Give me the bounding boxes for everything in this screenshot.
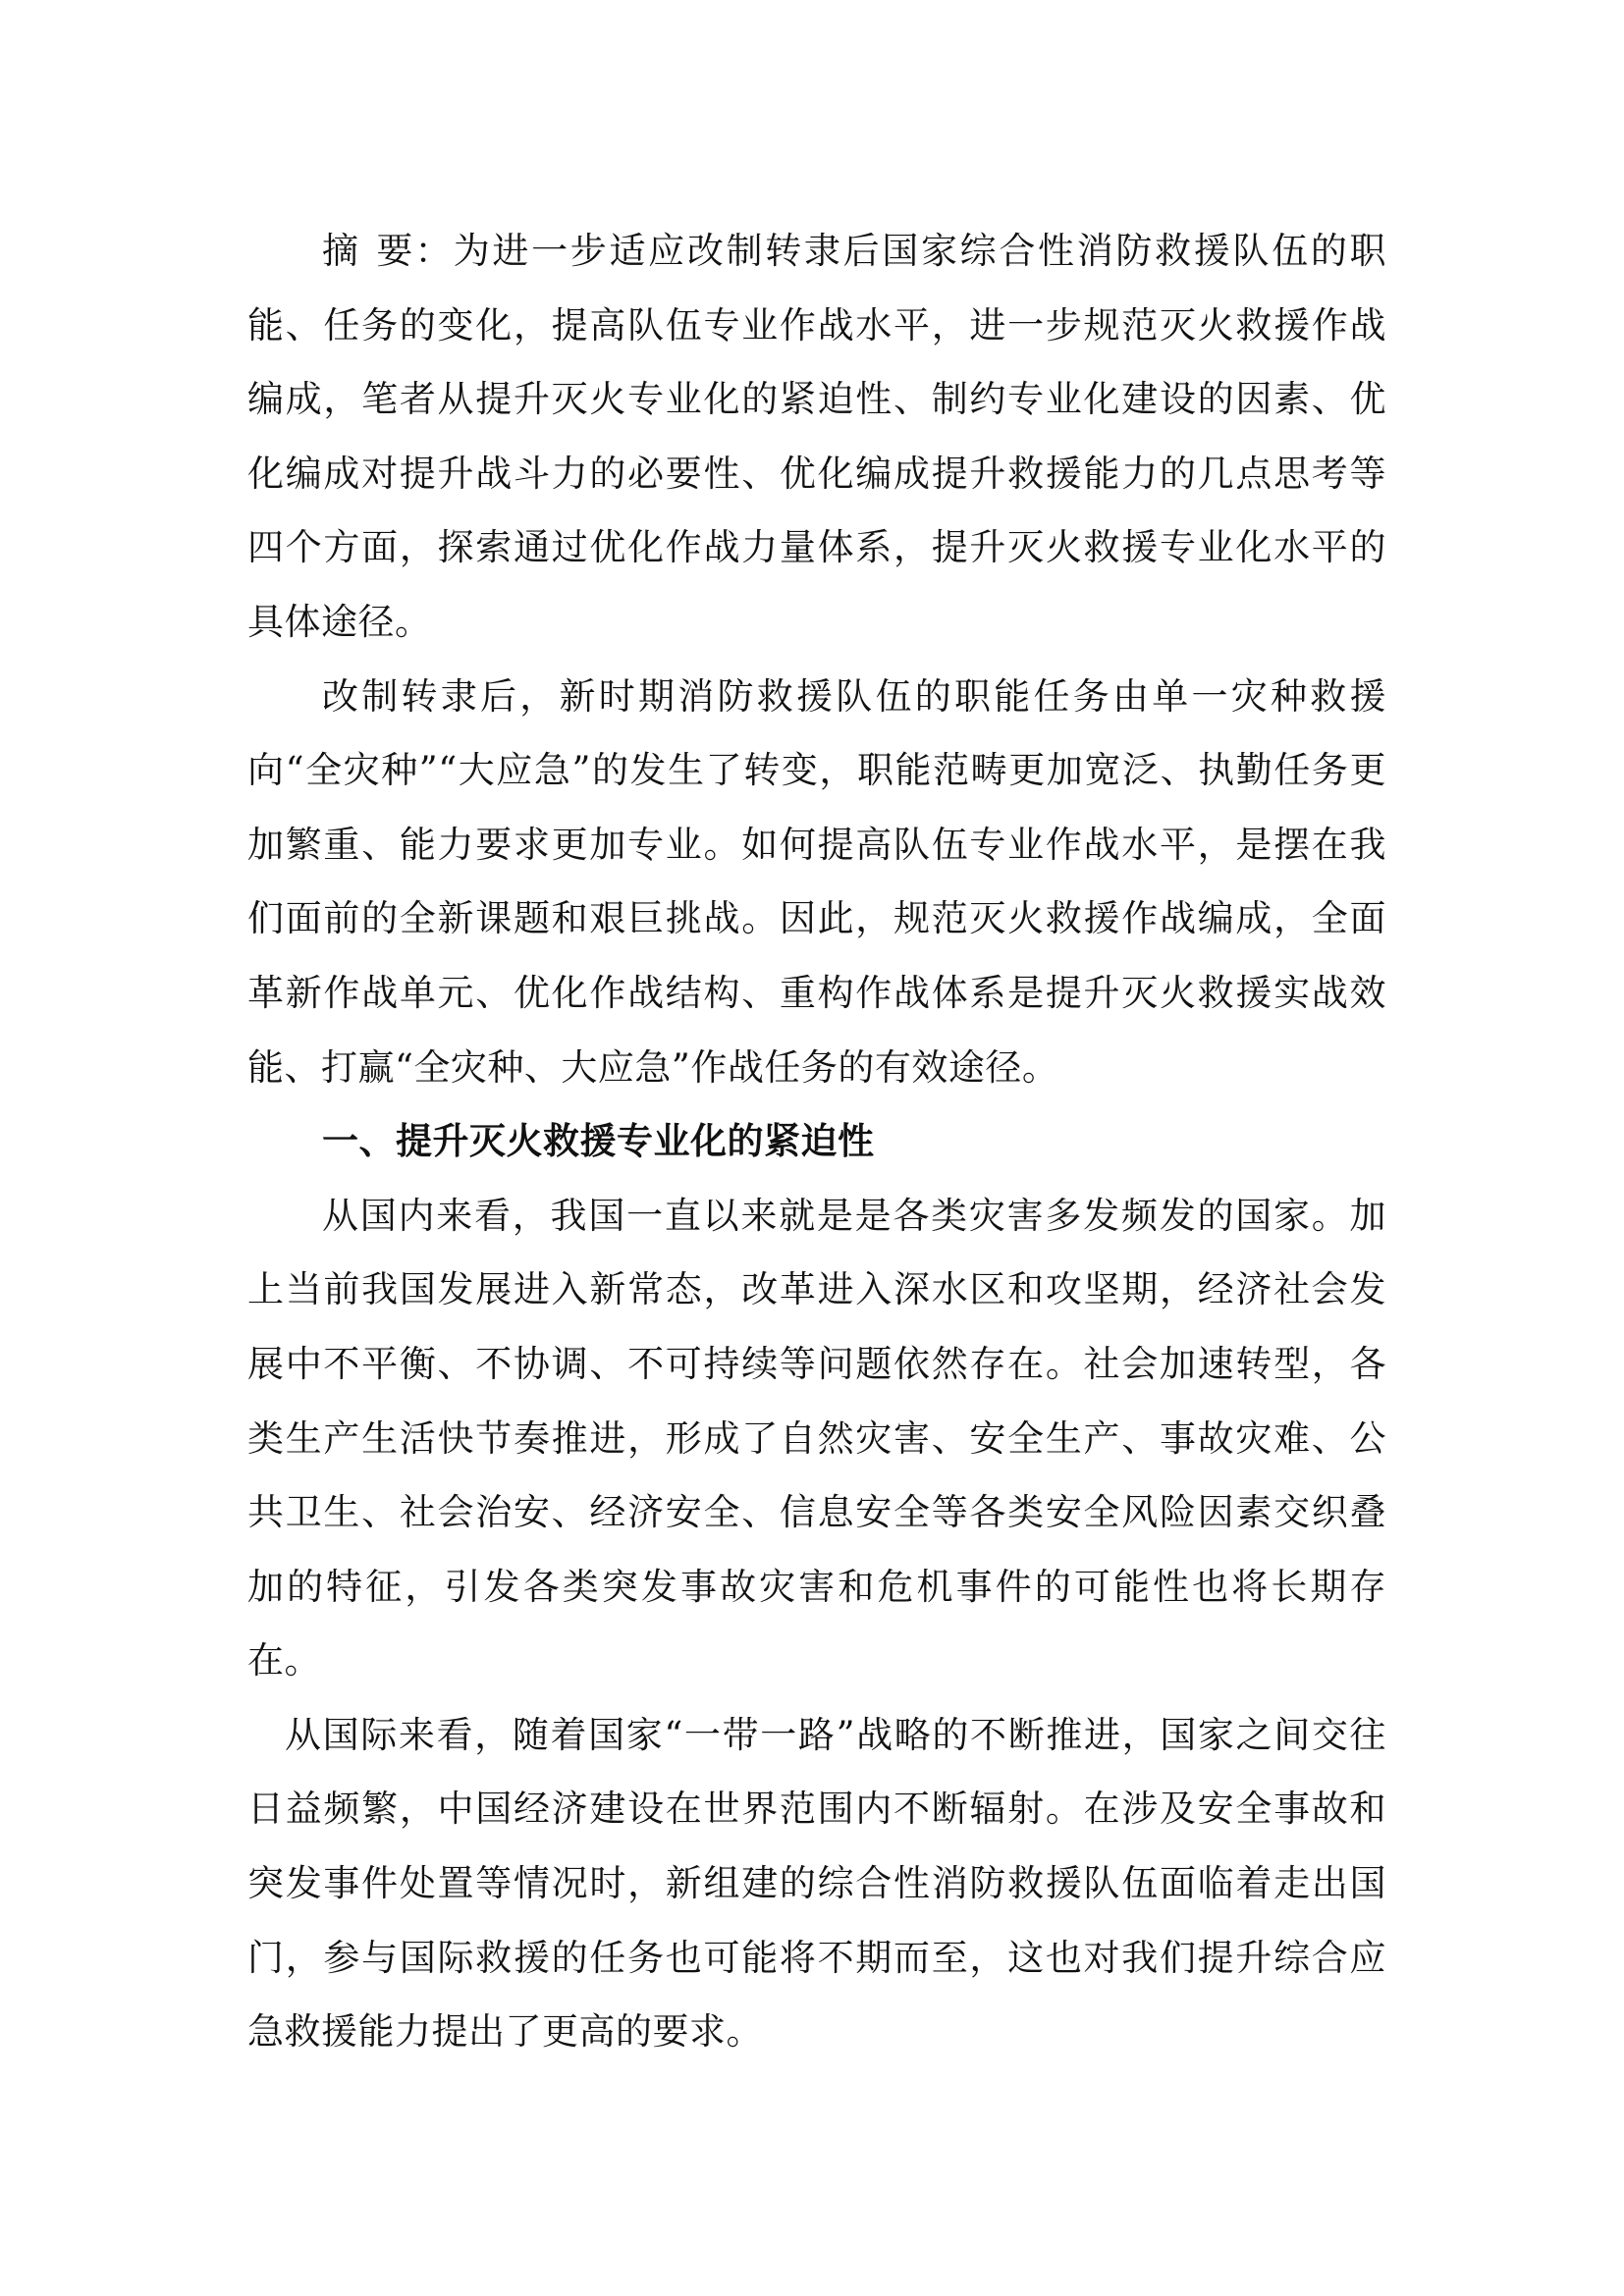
abstract-label-char-2: 要： [374, 230, 454, 272]
abstract-paragraph [247, 214, 1386, 660]
section-heading-1: 一、提升灭火救援专业化的紧迫性 [322, 1120, 875, 1163]
section-1-paragraph-1: 从国内来看，我国一直以来就是是各类灾害多发频发的国家。加上当前我国发展进入新常态，改革进入深水区和攻坚期，经济社会发展中不平衡、不协调、不可持续等问题依然存在。社会加速转型，各类生产生活快节奏推进，形成了自然灾害、安全生产、事故灾难、公共卫生、社会治安、经济安全、信息安全等各类安全风险因素交织叠加的特征，引发各类突发事故灾害和危机事件的可能性也将长期存在。 [247, 1194, 1386, 1682]
abstract-label-char-1: 摘 [322, 230, 361, 272]
document-page [247, 214, 1386, 2069]
abstract-label [322, 230, 454, 272]
section-1-paragraph-2: 从国际来看，随着国家“一带一路”战略的不断推进，国家之间交往日益频繁，中国经济建设在世界范围内不断辐射。在涉及安全事故和突发事件处置等情况时，新组建的综合性消防救援队伍面临着走出国门，参与国际救援的任务也可能将不期而至，这也对我们提升综合应急救援能力提出了更高的要求。 [247, 1713, 1386, 2054]
abstract-text: 为进一步适应改制转隶后国家综合性消防救援队伍的职能、任务的变化，提高队伍专业作战水平，进一步规范灭火救援作战编成，笔者从提升灭火专业化的紧迫性、制约专业化建设的因素、优化编成对提升战斗力的必要性、优化编成提升救援能力的几点思考等四个方面，探索通过优化作战力量体系，提升灭火救援专业化水平的具体途径。 [247, 230, 1387, 643]
intro-paragraph: 改制转隶后，新时期消防救援队伍的职能任务由单一灾种救援向“全灾种”“大应急”的发生了转变，职能范畴更加宽泛、执勤任务更加繁重、能力要求更加专业。如何提高队伍专业作战水平，是摆在我们面前的全新课题和艰巨挑战。因此，规范灭火救援作战编成，全面革新作战单元、优化作战结构、重构作战体系是提升灭火救援实战效能、打赢“全灾种、大应急”作战任务的有效途径。 [247, 674, 1386, 1089]
